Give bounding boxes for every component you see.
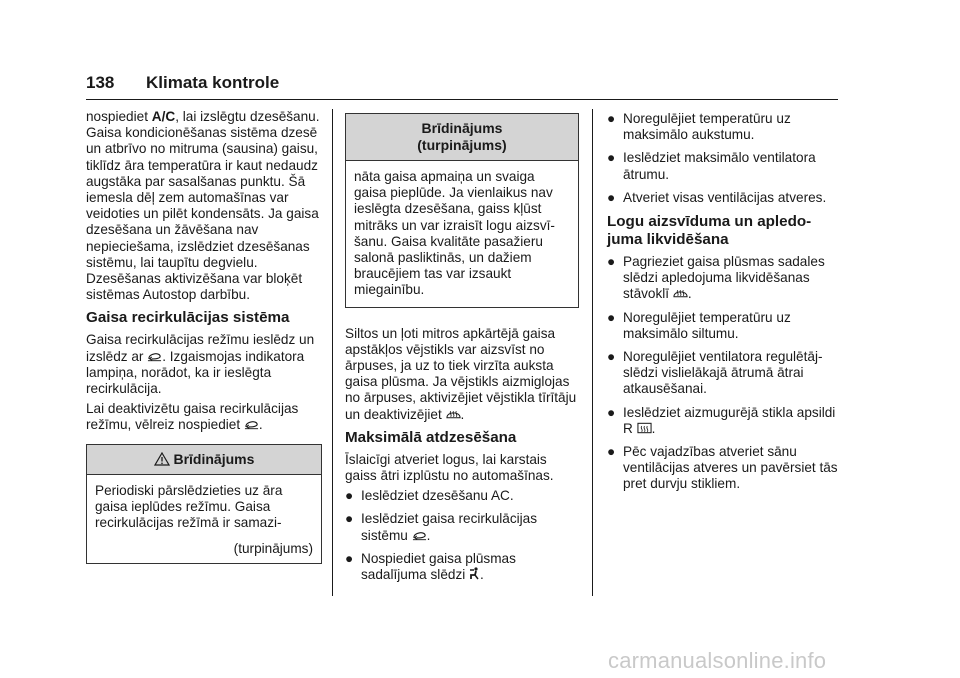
warning-triangle-icon [154,452,170,466]
list-item: ● Atveriet visas ventilācijas atveres. [607,189,827,205]
list-item: ● Noregulējiet ventilatora regulētājslēdzi vislielākajā ātrumā ātrai atkausēšanai. [607,349,823,397]
airflow-feet-icon [469,567,480,581]
section-heading-recirculation: Gaisa recirkulācijas sistēma [86,309,290,327]
column-3 [607,109,839,500]
list-item: ● Ieslēdziet aizmugurējā stikla apsildi R . [607,404,836,436]
fogging-paragraph: Siltos un ļoti mitros apkārtējā gaisa apstākļos vējstikls var aizsvīst no ārpuses, ja uz to tiek virzīta auksta gaisa plūsma. Ja vējstikls aizmiglojas no ārpuses, aktivizējiet vējstikla tīrītāju un deaktivizējiet . [345,325,577,422]
list-item: ● Noregulējiet temperatūru uz maksimālo aukstumu. [607,111,791,143]
continued-label: (turpinājums) [233,541,313,557]
warning-box-title: Brīdinājums [421,120,503,136]
page-number: 138 [86,73,115,92]
column-divider-1 [332,109,333,596]
column-1 [86,109,322,564]
warning-box-continued [345,113,579,308]
warning-box [86,444,322,565]
warning-box-header [346,114,578,161]
list-item: ● Noregulējiet temperatūru uz maksimālo siltumu. [607,309,791,341]
list-item: ● Ieslēdziet gaisa recirkulācijas sistēmu . [345,511,538,543]
windshield-defrost-icon [673,287,688,299]
watermark: carmanualsonline.info [608,648,827,673]
warning-box-title: Brīdinājums [173,450,255,467]
warning-box-body: nāta gaisa apmaiņa un svaiga gaisa pieplūde. Ja vienlaikus nav ieslēgta dzesēšana, gaiss kļūst mitrāks un var izraisīt logu aizsvīšanu. Gaisa kvalitāte pasažieru salonā pasliktinās, un dažiem braucējiem tas var izsaukt miegainību. [354,169,555,298]
section-heading-max-cooling: Maksimālā atdzesēšana [345,428,517,446]
list-item: ● Ieslēdziet dzesēšanu AC. [345,488,514,504]
max-cooling-paragraph: Īslaicīgi atveriet logus, lai karstais gaiss ātri izplūstu no automašīnas. [345,451,554,484]
recirculation-icon [412,529,427,541]
list-item: ● Pagrieziet gaisa plūsmas sadales slēdzi apledojuma likvidēšanas stāvoklī . [607,254,825,302]
warning-box-subtitle: (turpinājums) [417,137,507,153]
column-2 [345,109,579,590]
header-rule [86,99,838,100]
column-divider-2 [592,109,593,596]
recirculation-icon [147,350,162,362]
section-heading-defrost: Logu aizsvīduma un apledojuma likvidēšana [607,213,812,249]
recirculation-icon [244,418,259,430]
warning-box-body: Periodiski pārslēdzieties uz āra gaisa ieplūdes režīmu. Gaisa recirkulācijas režīmā ir samazi- (turpinājums) [87,475,321,564]
list-item: ● Ieslēdziet maksimālo ventilatora ātrumu. [607,150,816,182]
recirculation-paragraph-2: Lai deaktivizētu gaisa recirkulācijas režīmu, vēlreiz nospiediet . [86,401,299,433]
list-item: ● Nospiediet gaisa plūsmas sadalījuma slēdzi . [345,550,516,583]
list-item: ● Pēc vajadzības atveriet sānu ventilācijas atveres un pavērsiet tās pret durvju stikliem. [607,444,838,492]
running-head: Klimata kontrole [146,73,280,92]
warning-box-header [87,445,321,475]
windshield-defrost-icon [446,408,461,420]
ac-button-label: A/C [151,109,176,124]
recirculation-paragraph-1: Gaisa recirkulācijas režīmu ieslēdz un izslēdz ar . Izgaismojas indikatora lampiņa, norādot, ka ir ieslēgta recirkulācija. [86,332,315,397]
intro-paragraph: nospiediet A/C, lai izslēgtu dzesēšanu. Gaisa kondicionēšanas sistēma dzesē un atbrīvo no mitruma (sausina) gaisu, tiklīdz āra temperatūra ir kaut nedaudz augstāka par sasalšanas punktu. Šā iemesla dēļ zem automašīnas var veidoties un pilēt kondensāts. Ja gaisa dzesēšana un žāvēšana nav nepieciešama, izslēdziet dzesēšanas sistēmu, lai taupītu degvielu. Dzesēšanas aktivizēšana var bloķēt sistēmas Autostop darbību. [86,109,320,303]
rear-window-defrost-icon [637,422,652,434]
